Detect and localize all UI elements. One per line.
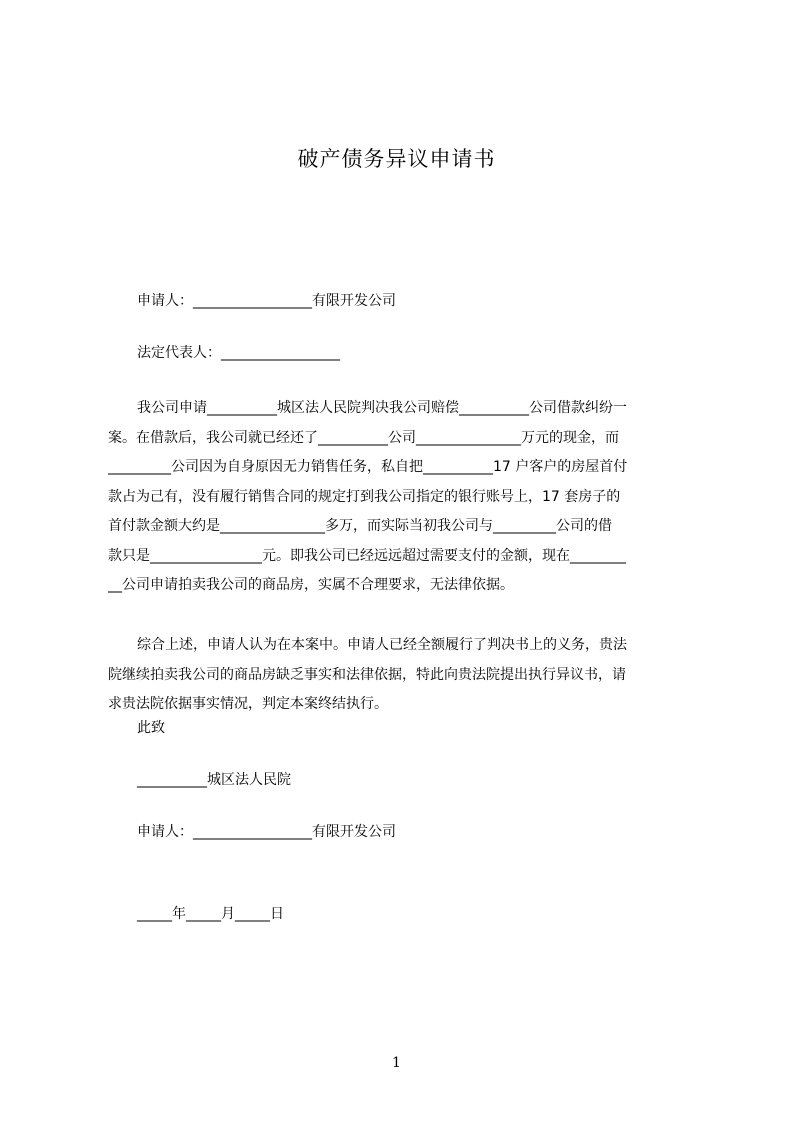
applicant-line: 申请人：_________________有限开发公司 (137, 293, 396, 309)
paragraph-conclusion-line: 综合上述，申请人认为在本案中。申请人已经全额履行了判决书上的义务，贵法 (137, 637, 627, 653)
paragraph-conclusion-line: 院继续拍卖我公司的商品房缺乏事实和法律依据，特此向贵法院提出执行异议书，请 (108, 666, 626, 683)
salutation: 此致 (137, 720, 165, 736)
paragraph-facts-line: _________公司因为自身原因无力销售任务，私自把__________17 户客户的房屋首付 (108, 459, 628, 475)
legal-representative-line: 法定代表人：_________________ (137, 345, 340, 361)
paragraph-facts-line: 案。在借款后，我公司就已经还了__________公司_______________万元的现金，而 (108, 429, 619, 446)
paragraph-conclusion (108, 631, 700, 720)
signature-applicant-line: 申请人：_________________有限开发公司 (137, 824, 396, 840)
paragraph-facts-line: 首付款金额大约是_______________多万，而实际当初我公司与_________公司的借 (108, 518, 612, 534)
paragraph-facts-line: 我公司申请__________城区法人民院判决我公司赔偿__________公司借款纠纷一 (137, 400, 627, 416)
court-line: __________城区法人民院 (137, 772, 291, 788)
paragraph-facts-line: 款占为己有，没有履行销售合同的规定打到我公司指定的银行账号上，17 套房子的 (108, 488, 621, 505)
paragraph-facts-line: 款只是________________元。即我公司已经远远超过需要支付的金额，现在________ (108, 547, 626, 564)
paragraph-conclusion-line: 求贵法院依据事实情况，判定本案终结执行。 (108, 696, 388, 712)
date-line: _____年_____月_____日 (137, 906, 284, 922)
paragraph-facts-line: __公司申请拍卖我公司的商品房，实属不合理要求，无法律依据。 (108, 577, 514, 593)
paragraph-facts (108, 394, 700, 601)
page-number: 1 (392, 1055, 401, 1071)
document-title: 破产债务异议申请书 (297, 147, 496, 171)
